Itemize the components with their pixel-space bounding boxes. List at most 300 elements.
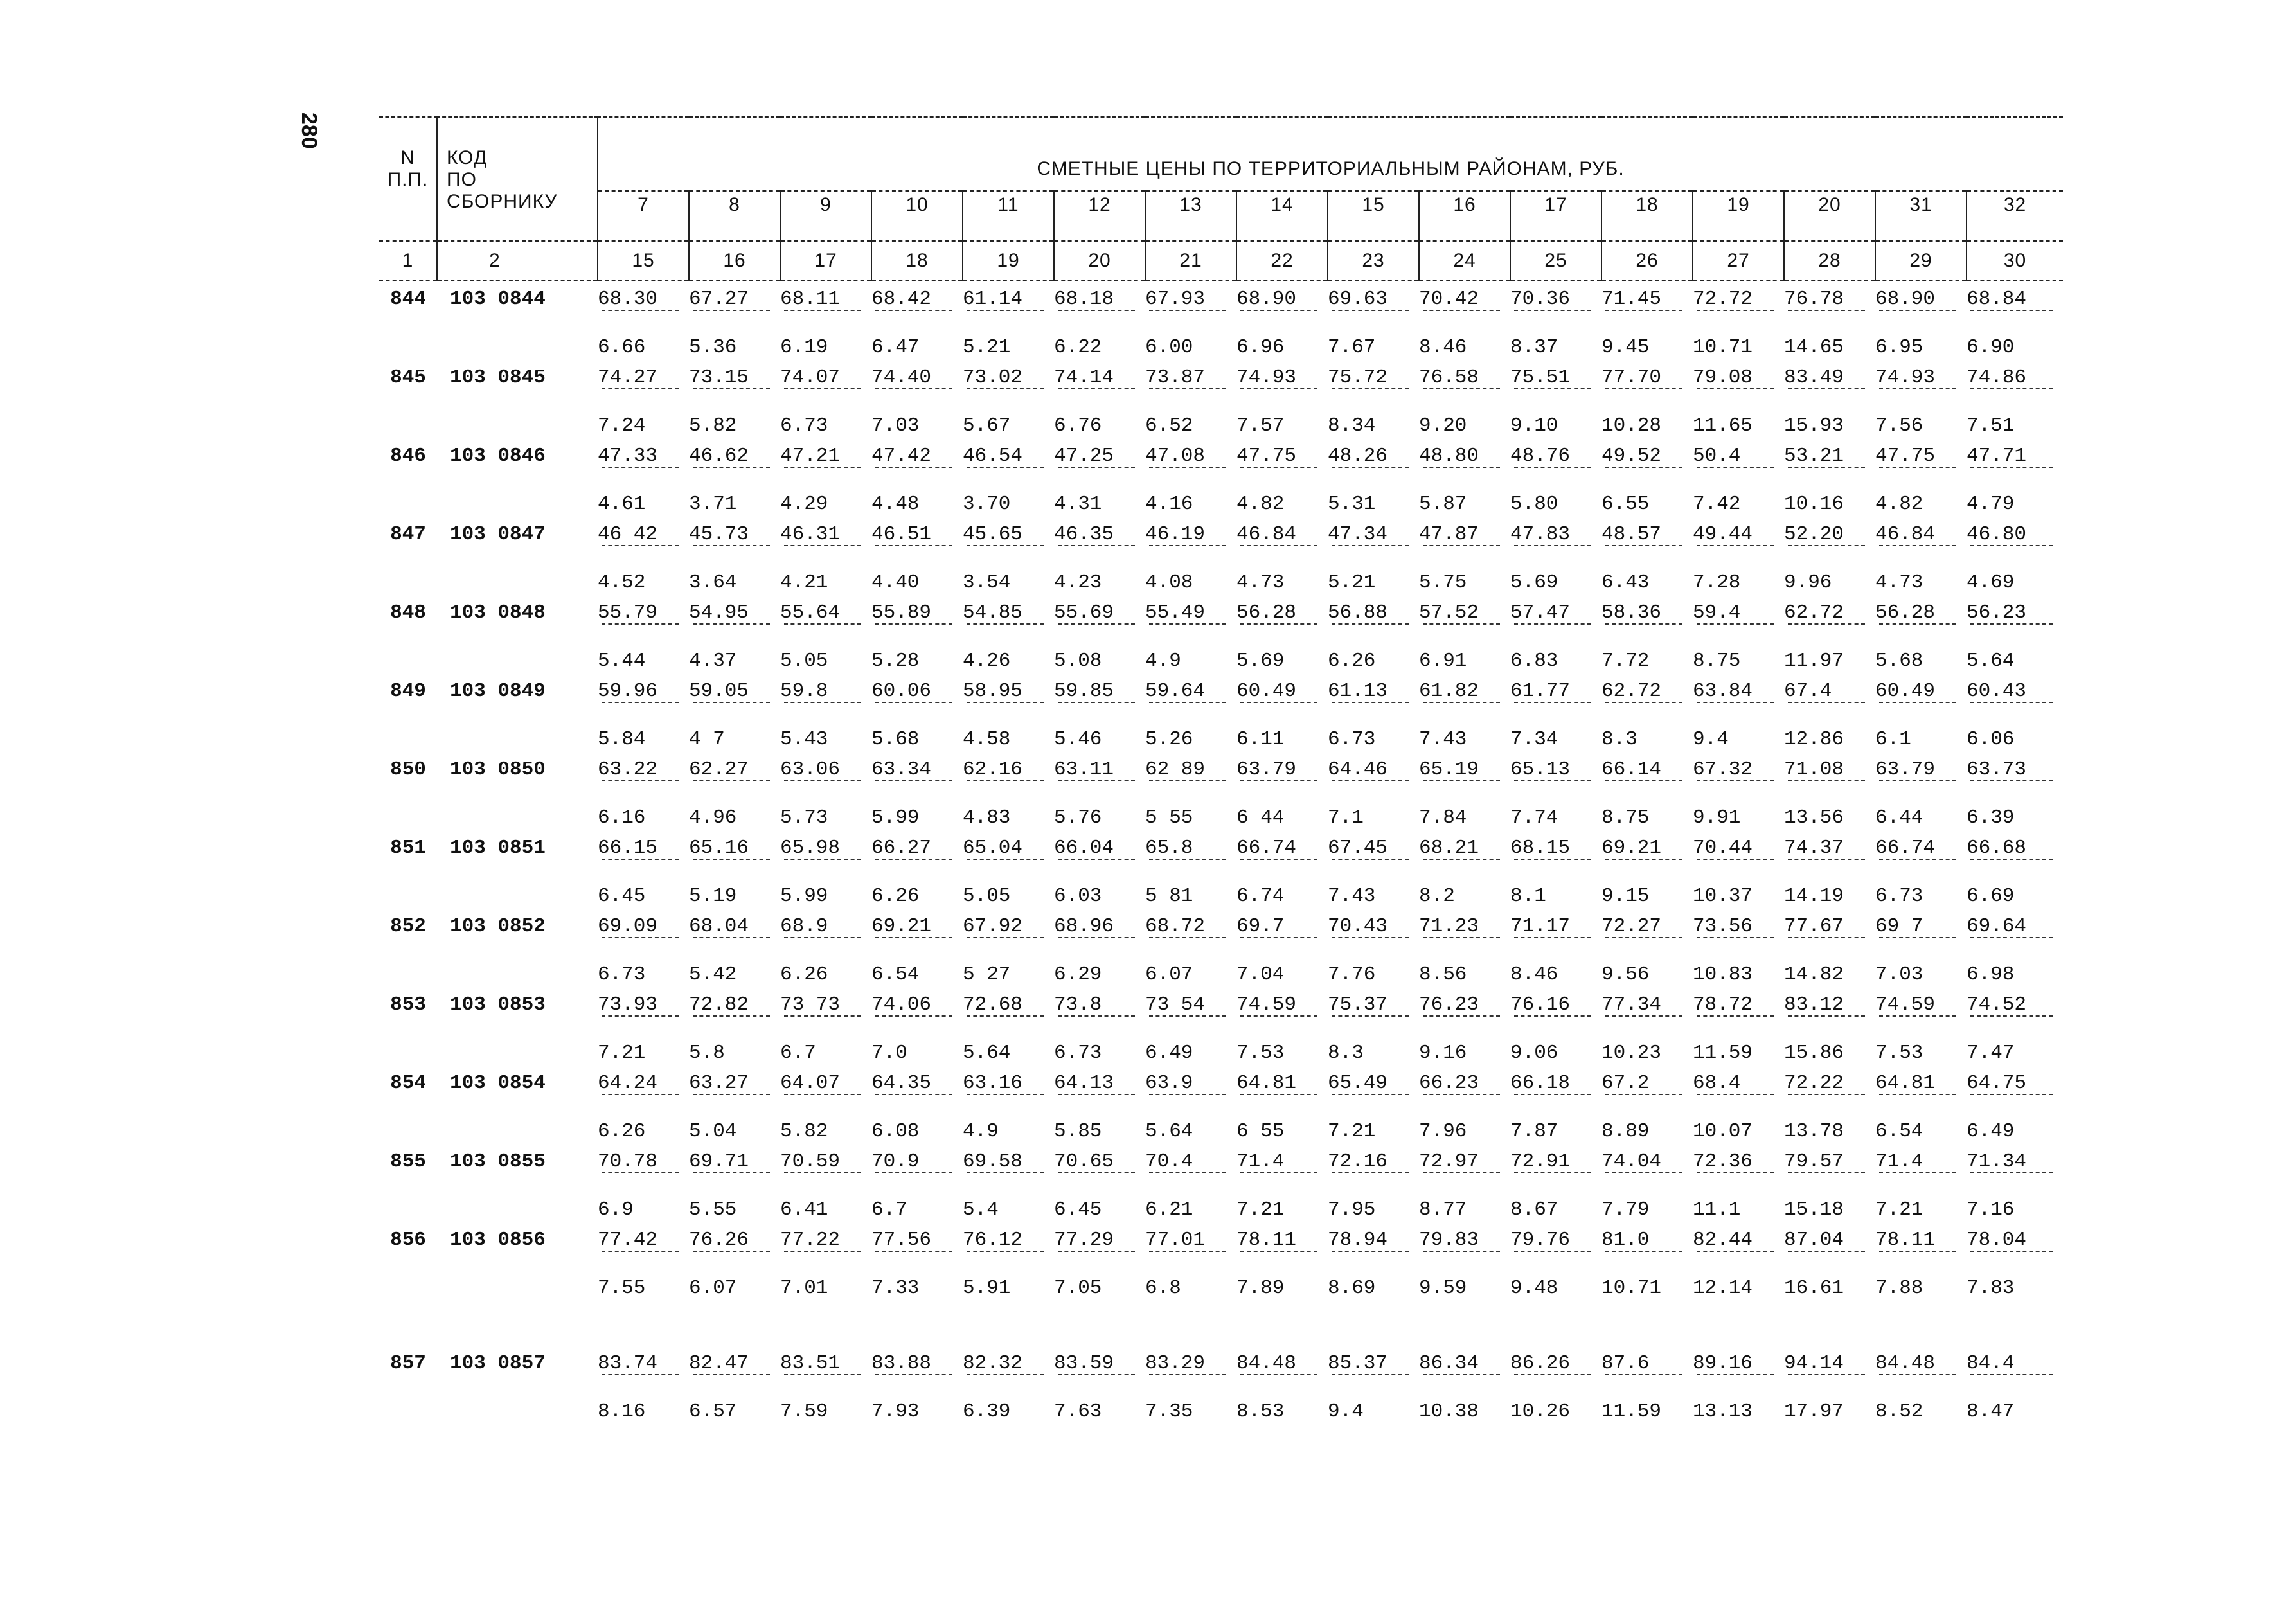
price-value: 72.16 <box>1328 1144 1419 1175</box>
price-table <box>379 116 2063 1424</box>
row-code: 103 0844 <box>450 287 546 310</box>
price-value: 73.8 <box>1054 987 1145 1018</box>
price-value: 59.8 <box>780 674 871 704</box>
wage-value: 6.73 <box>598 963 646 986</box>
price-value: 75.37 <box>1328 987 1419 1018</box>
price-value: 68.42 <box>871 281 963 312</box>
row-code: 103 0856 <box>450 1228 546 1251</box>
price-value: 75.72 <box>1328 360 1419 391</box>
price-value: 67.93 <box>1145 281 1236 312</box>
wage-value: 6.8 <box>1145 1276 1181 1299</box>
wage-value: 7.93 <box>871 1400 920 1423</box>
price-value: 62.72 <box>1784 595 1875 626</box>
wage-value: 4.31 <box>1054 492 1102 515</box>
wage-value: 9.15 <box>1601 884 1650 907</box>
price-value: 71.45 <box>1601 281 1693 312</box>
wage-value: 7.16 <box>1967 1198 2015 1221</box>
price-value: 61.13 <box>1328 674 1419 704</box>
wage-value: 7.53 <box>1875 1041 1923 1064</box>
price-value: 62.72 <box>1601 674 1693 704</box>
price-value: 67.92 <box>963 909 1054 940</box>
wage-value: 7.89 <box>1236 1276 1285 1299</box>
row-number: 856 <box>390 1228 426 1251</box>
price-value: 71.17 <box>1510 909 1601 940</box>
wage-value: 5.55 <box>689 1198 737 1221</box>
price-value: 67.27 <box>689 281 780 312</box>
price-value: 46 42 <box>598 517 689 548</box>
price-value: 68.90 <box>1236 281 1328 312</box>
price-value: 86.26 <box>1510 1346 1601 1377</box>
wage-value: 5.31 <box>1328 492 1376 515</box>
wage-value: 5.05 <box>780 649 828 672</box>
price-value: 66.74 <box>1875 830 1967 861</box>
table-row <box>379 674 2063 704</box>
wage-value: 7.72 <box>1601 649 1650 672</box>
wage-value: 3.70 <box>963 492 1011 515</box>
wage-value: 6.73 <box>1054 1041 1102 1064</box>
price-value: 72.22 <box>1784 1066 1875 1096</box>
district-header: 15 <box>1328 191 1419 241</box>
price-value: 71.08 <box>1784 752 1875 783</box>
price-value: 57.47 <box>1510 595 1601 626</box>
wage-value: 7.57 <box>1236 414 1285 437</box>
wage-value: 14.82 <box>1784 963 1844 986</box>
wage-value: 6.96 <box>1236 335 1285 359</box>
wage-value: 5.46 <box>1054 727 1102 751</box>
price-value: 47.25 <box>1054 438 1145 469</box>
table-body <box>379 281 2063 1424</box>
wage-value: 10.16 <box>1784 492 1844 515</box>
wage-value: 5.8 <box>689 1041 725 1064</box>
col-index-1: 1 <box>379 241 437 281</box>
price-value: 46.54 <box>963 438 1054 469</box>
district-header: 8 <box>689 191 780 241</box>
price-value: 76.23 <box>1419 987 1510 1018</box>
row-code: 103 0847 <box>450 522 546 546</box>
price-value: 55.69 <box>1054 595 1145 626</box>
wage-value: 7.24 <box>598 414 646 437</box>
wage-value: 6.26 <box>598 1120 646 1143</box>
wage-value: 4.23 <box>1054 571 1102 594</box>
wage-value: 7.03 <box>1875 963 1923 986</box>
wage-value: 5.84 <box>598 727 646 751</box>
row-number: 847 <box>390 522 426 546</box>
price-value: 65.04 <box>963 830 1054 861</box>
wage-value: 9.48 <box>1510 1276 1558 1299</box>
wage-value: 6.49 <box>1145 1041 1193 1064</box>
wage-value: 4.29 <box>780 492 828 515</box>
price-value: 74.07 <box>780 360 871 391</box>
price-value: 68.72 <box>1145 909 1236 940</box>
wage-value: 11.97 <box>1784 649 1844 672</box>
wage-value: 7.35 <box>1145 1400 1193 1423</box>
wage-value: 8.16 <box>598 1400 646 1423</box>
row-number: 857 <box>390 1352 426 1375</box>
col-index-2: 2 <box>437 241 598 281</box>
wage-value: 7.63 <box>1054 1400 1102 1423</box>
price-value: 47.08 <box>1145 438 1236 469</box>
wage-value: 5.36 <box>689 335 737 359</box>
district-column-index: 22 <box>1236 241 1328 281</box>
price-value: 47.33 <box>598 438 689 469</box>
table-subrow <box>379 1096 2063 1144</box>
wage-value: 5.82 <box>780 1120 828 1143</box>
table-title: СМЕТНЫЕ ЦЕНЫ ПО ТЕРРИТОРИАЛЬНЫМ РАЙОНАМ, РУБ. <box>598 117 2063 192</box>
wage-value: 6.7 <box>780 1041 816 1064</box>
wage-value: 7.21 <box>598 1041 646 1064</box>
price-value: 46.80 <box>1967 517 2063 548</box>
wage-value: 10.07 <box>1693 1120 1753 1143</box>
price-value: 83.12 <box>1784 987 1875 1018</box>
wage-value: 5.08 <box>1054 649 1102 672</box>
wage-value: 5.67 <box>963 414 1011 437</box>
price-value: 64.35 <box>871 1066 963 1096</box>
price-value: 55.79 <box>598 595 689 626</box>
row-code: 103 0850 <box>450 758 546 781</box>
price-value: 77.70 <box>1601 360 1693 391</box>
price-value: 68.18 <box>1054 281 1145 312</box>
wage-value: 6.47 <box>871 335 920 359</box>
wage-value: 7.76 <box>1328 963 1376 986</box>
wage-value: 5.64 <box>963 1041 1011 1064</box>
district-header: 18 <box>1601 191 1693 241</box>
price-value: 82.44 <box>1693 1222 1784 1253</box>
wage-value: 8.75 <box>1601 806 1650 829</box>
wage-value: 5.05 <box>963 884 1011 907</box>
wage-value: 4.73 <box>1875 571 1923 594</box>
wage-value: 6.29 <box>1054 963 1102 986</box>
price-value: 77.56 <box>871 1222 963 1253</box>
price-value: 49.52 <box>1601 438 1693 469</box>
row-code: 103 0852 <box>450 915 546 938</box>
price-value: 64.81 <box>1236 1066 1328 1096</box>
row-number: 844 <box>390 287 426 310</box>
price-value: 48.76 <box>1510 438 1601 469</box>
wage-value: 7.74 <box>1510 806 1558 829</box>
price-value: 73 73 <box>780 987 871 1018</box>
table-subrow <box>379 391 2063 438</box>
price-value: 63.22 <box>598 752 689 783</box>
price-value: 60.49 <box>1236 674 1328 704</box>
table-row <box>379 595 2063 626</box>
price-value: 46.84 <box>1875 517 1967 548</box>
price-value: 47.21 <box>780 438 871 469</box>
wage-value: 6.54 <box>1875 1120 1923 1143</box>
table-subrow <box>379 1018 2063 1066</box>
page-number: 280 <box>297 112 321 149</box>
price-value: 56.88 <box>1328 595 1419 626</box>
wage-value: 6.69 <box>1967 884 2015 907</box>
price-value: 50.4 <box>1693 438 1784 469</box>
row-code: 103 0848 <box>450 601 546 624</box>
wage-value: 5.21 <box>1328 571 1376 594</box>
price-value: 48.57 <box>1601 517 1693 548</box>
price-value: 70.59 <box>780 1144 871 1175</box>
row-number: 848 <box>390 601 426 624</box>
price-value: 73 54 <box>1145 987 1236 1018</box>
wage-value: 8.77 <box>1419 1198 1467 1221</box>
price-value: 77.29 <box>1054 1222 1145 1253</box>
price-value: 87.6 <box>1601 1346 1693 1377</box>
price-value: 81.0 <box>1601 1222 1693 1253</box>
price-value: 64.81 <box>1875 1066 1967 1096</box>
wage-value: 11.1 <box>1693 1198 1741 1221</box>
price-value: 63.16 <box>963 1066 1054 1096</box>
price-value: 64.13 <box>1054 1066 1145 1096</box>
wage-value: 5.19 <box>689 884 737 907</box>
price-value: 63.06 <box>780 752 871 783</box>
wage-value: 4.58 <box>963 727 1011 751</box>
price-value: 65.19 <box>1419 752 1510 783</box>
wage-value: 7.05 <box>1054 1276 1102 1299</box>
wage-value: 9.16 <box>1419 1041 1467 1064</box>
price-value: 62.27 <box>689 752 780 783</box>
wage-value: 7.04 <box>1236 963 1285 986</box>
col-code-label-3: СБОРНИКУ <box>437 191 598 241</box>
price-value: 64.24 <box>598 1066 689 1096</box>
price-value: 70.9 <box>871 1144 963 1175</box>
table-row <box>379 909 2063 940</box>
wage-value: 7.0 <box>871 1041 907 1064</box>
price-value: 83.88 <box>871 1346 963 1377</box>
price-value: 66.15 <box>598 830 689 861</box>
wage-value: 4.48 <box>871 492 920 515</box>
table-row <box>379 517 2063 548</box>
wage-value: 7.03 <box>871 414 920 437</box>
wage-value: 8.69 <box>1328 1276 1376 1299</box>
price-value: 69.58 <box>963 1144 1054 1175</box>
district-column-index: 21 <box>1145 241 1236 281</box>
wage-value: 6.39 <box>1967 806 2015 829</box>
price-value: 58.36 <box>1601 595 1693 626</box>
row-code: 103 0846 <box>450 444 546 467</box>
wage-value: 9.45 <box>1601 335 1650 359</box>
price-value: 68.30 <box>598 281 689 312</box>
wage-value: 4 7 <box>689 727 725 751</box>
price-value: 69.71 <box>689 1144 780 1175</box>
wage-value: 7.95 <box>1328 1198 1376 1221</box>
price-value: 78.11 <box>1236 1222 1328 1253</box>
price-value: 83.59 <box>1054 1346 1145 1377</box>
wage-value: 6.08 <box>871 1120 920 1143</box>
district-header: 7 <box>598 191 689 241</box>
wage-value: 5.87 <box>1419 492 1467 515</box>
row-number: 849 <box>390 679 426 702</box>
price-value: 63.73 <box>1967 752 2063 783</box>
price-value: 77.67 <box>1784 909 1875 940</box>
price-value: 72.68 <box>963 987 1054 1018</box>
district-column-index: 26 <box>1601 241 1693 281</box>
wage-value: 15.93 <box>1784 414 1844 437</box>
price-value: 63.9 <box>1145 1066 1236 1096</box>
price-value: 74.93 <box>1236 360 1328 391</box>
wage-value: 10.71 <box>1601 1276 1662 1299</box>
wage-value: 8.37 <box>1510 335 1558 359</box>
col-code-label-1: КОД <box>437 117 598 170</box>
price-value: 78.11 <box>1875 1222 1967 1253</box>
price-value: 74.14 <box>1054 360 1145 391</box>
district-column-index: 16 <box>689 241 780 281</box>
price-value: 89.16 <box>1693 1346 1784 1377</box>
wage-value: 7.21 <box>1236 1198 1285 1221</box>
price-value: 76.78 <box>1784 281 1875 312</box>
wage-value: 7.56 <box>1875 414 1923 437</box>
price-value: 62 89 <box>1145 752 1236 783</box>
wage-value: 9.4 <box>1693 727 1729 751</box>
wage-value: 7.67 <box>1328 335 1376 359</box>
wage-value: 9.91 <box>1693 806 1741 829</box>
wage-value: 5.42 <box>689 963 737 986</box>
price-value: 75.51 <box>1510 360 1601 391</box>
district-column-index: 30 <box>1967 241 2063 281</box>
price-value: 73.02 <box>963 360 1054 391</box>
wage-value: 5.99 <box>871 806 920 829</box>
wage-value: 16.61 <box>1784 1276 1844 1299</box>
price-value: 69.7 <box>1236 909 1328 940</box>
wage-value: 9.4 <box>1328 1400 1364 1423</box>
wage-value: 6 55 <box>1236 1120 1285 1143</box>
district-column-index: 27 <box>1693 241 1784 281</box>
wage-value: 5.26 <box>1145 727 1193 751</box>
row-code: 103 0857 <box>450 1352 546 1375</box>
wage-value: 8.89 <box>1601 1120 1650 1143</box>
price-value: 73.87 <box>1145 360 1236 391</box>
price-value: 77.01 <box>1145 1222 1236 1253</box>
wage-value: 6.95 <box>1875 335 1923 359</box>
price-value: 64.07 <box>780 1066 871 1096</box>
price-value: 65.13 <box>1510 752 1601 783</box>
price-value: 70.65 <box>1054 1144 1145 1175</box>
col-n-label: N <box>400 147 415 168</box>
wage-value: 7.88 <box>1875 1276 1923 1299</box>
wage-value: 13.56 <box>1784 806 1844 829</box>
price-value: 59.85 <box>1054 674 1145 704</box>
wage-value: 17.97 <box>1784 1400 1844 1423</box>
price-value: 60.49 <box>1875 674 1967 704</box>
price-value: 72.36 <box>1693 1144 1784 1175</box>
price-value: 66.68 <box>1967 830 2063 861</box>
wage-value: 3.54 <box>963 571 1011 594</box>
table-row <box>379 281 2063 312</box>
wage-value: 4.52 <box>598 571 646 594</box>
district-header: 9 <box>780 191 871 241</box>
district-header: 19 <box>1693 191 1784 241</box>
district-header: 32 <box>1967 191 2063 241</box>
price-value: 79.57 <box>1784 1144 1875 1175</box>
price-value: 70.43 <box>1328 909 1419 940</box>
wage-value: 4.37 <box>689 649 737 672</box>
wage-value: 4.82 <box>1236 492 1285 515</box>
price-value: 77.22 <box>780 1222 871 1253</box>
price-value: 68.96 <box>1054 909 1145 940</box>
wage-value: 7.42 <box>1693 492 1741 515</box>
price-value: 70.42 <box>1419 281 1510 312</box>
price-value: 46.62 <box>689 438 780 469</box>
price-value: 46.51 <box>871 517 963 548</box>
price-value: 48.26 <box>1328 438 1419 469</box>
wage-value: 7.83 <box>1967 1276 2015 1299</box>
wage-value: 4.79 <box>1967 492 2015 515</box>
wage-value: 7.87 <box>1510 1120 1558 1143</box>
wage-value: 6.9 <box>598 1198 634 1221</box>
price-value: 73.56 <box>1693 909 1784 940</box>
price-value: 79.76 <box>1510 1222 1601 1253</box>
wage-value: 5.99 <box>780 884 828 907</box>
price-value: 63.27 <box>689 1066 780 1096</box>
wage-value: 6.57 <box>689 1400 737 1423</box>
price-value: 83.51 <box>780 1346 871 1377</box>
price-value: 59.96 <box>598 674 689 704</box>
price-value: 49.44 <box>1693 517 1784 548</box>
wage-value: 6.26 <box>780 963 828 986</box>
price-value: 63.84 <box>1693 674 1784 704</box>
price-value: 86.34 <box>1419 1346 1510 1377</box>
price-value: 52.20 <box>1784 517 1875 548</box>
price-value: 70.44 <box>1693 830 1784 861</box>
row-code: 103 0853 <box>450 993 546 1016</box>
price-value: 65.98 <box>780 830 871 861</box>
price-value: 74.06 <box>871 987 963 1018</box>
col-code-label-2: ПО <box>437 169 598 191</box>
price-value: 66.23 <box>1419 1066 1510 1096</box>
wage-value: 6.43 <box>1601 571 1650 594</box>
price-value: 59.05 <box>689 674 780 704</box>
price-value: 70.4 <box>1145 1144 1236 1175</box>
wage-value: 6.73 <box>1328 727 1376 751</box>
district-header: 11 <box>963 191 1054 241</box>
wage-value: 6.55 <box>1601 492 1650 515</box>
wage-value: 4.21 <box>780 571 828 594</box>
wage-value: 9.06 <box>1510 1041 1558 1064</box>
district-header: 31 <box>1875 191 1967 241</box>
district-column-index: 25 <box>1510 241 1601 281</box>
price-value: 68.84 <box>1967 281 2063 312</box>
row-code: 103 0849 <box>450 679 546 702</box>
price-value: 59.64 <box>1145 674 1236 704</box>
district-header: 14 <box>1236 191 1328 241</box>
price-value: 68.4 <box>1693 1066 1784 1096</box>
price-value: 47.71 <box>1967 438 2063 469</box>
price-value: 66.04 <box>1054 830 1145 861</box>
price-value: 72.97 <box>1419 1144 1510 1175</box>
wage-value: 7.28 <box>1693 571 1741 594</box>
price-value: 76.12 <box>963 1222 1054 1253</box>
wage-value: 7.84 <box>1419 806 1467 829</box>
wage-value: 6.41 <box>780 1198 828 1221</box>
table-subrow <box>379 312 2063 360</box>
wage-value: 5.69 <box>1236 649 1285 672</box>
price-value: 55.49 <box>1145 595 1236 626</box>
price-value: 66.18 <box>1510 1066 1601 1096</box>
wage-value: 8.46 <box>1510 963 1558 986</box>
wage-value: 8.67 <box>1510 1198 1558 1221</box>
wage-value: 8.3 <box>1328 1041 1364 1064</box>
price-value: 68.15 <box>1510 830 1601 861</box>
wage-value: 6.11 <box>1236 727 1285 751</box>
price-value: 61.82 <box>1419 674 1510 704</box>
price-value: 78.04 <box>1967 1222 2063 1253</box>
price-value: 55.89 <box>871 595 963 626</box>
wage-value: 6.21 <box>1145 1198 1193 1221</box>
price-value: 46.19 <box>1145 517 1236 548</box>
price-value: 63.79 <box>1236 752 1328 783</box>
row-number: 850 <box>390 758 426 781</box>
price-value: 74.59 <box>1236 987 1328 1018</box>
row-number: 851 <box>390 836 426 859</box>
wage-value: 6.22 <box>1054 335 1102 359</box>
price-value: 60.06 <box>871 674 963 704</box>
price-value: 47.75 <box>1236 438 1328 469</box>
